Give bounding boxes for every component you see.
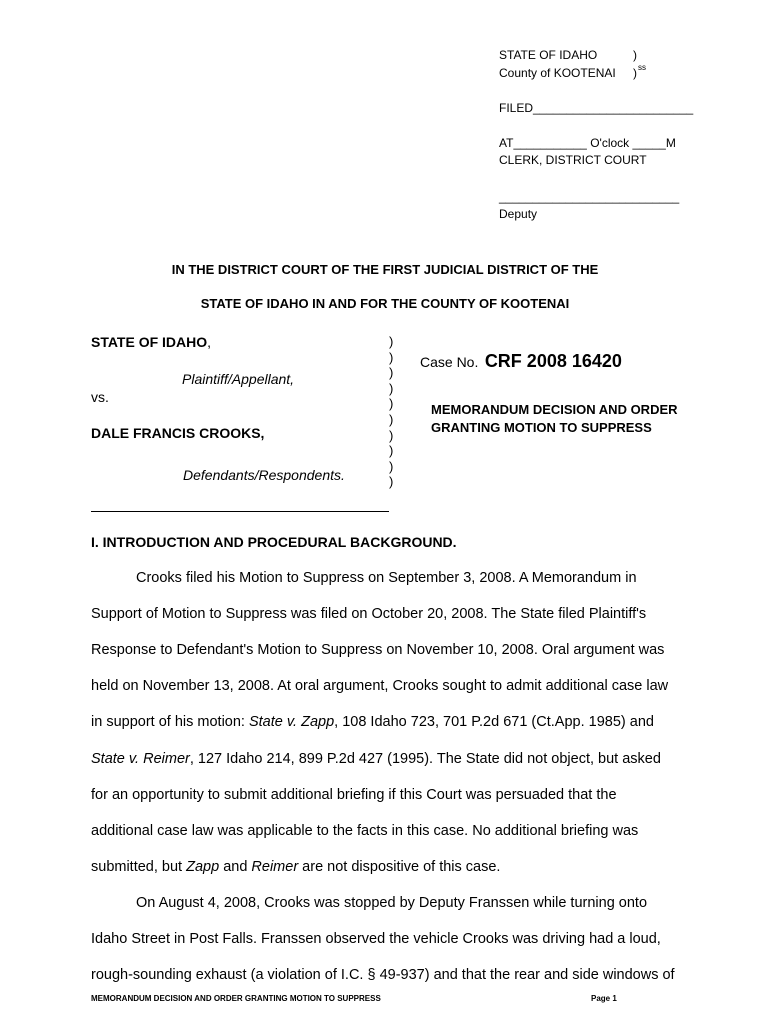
filing-deputy: Deputy (499, 207, 538, 221)
court-heading-line1: IN THE DISTRICT COURT OF THE FIRST JUDICIAL DISTRICT OF THE (171, 262, 599, 277)
footer-title: MEMORANDUM DECISION AND ORDER GRANTING MOTION TO SUPPRESS (91, 994, 381, 1003)
text-run: , 108 Idaho 723, 701 P.2d 671 (Ct.App. 1985) and (334, 714, 654, 730)
text-run: are not dispositive of this case. (298, 859, 501, 875)
footer-page-number: Page 1 (591, 994, 617, 1003)
body-line: additional case law was applicable to the facts in this case. No additional briefing was (91, 823, 639, 839)
caption-defendant: DALE FRANCIS CROOKS, (91, 425, 265, 441)
caption-parens: ) ) ) ) ) ) ) ) ) ) (389, 334, 394, 490)
filing-deputy-line: ___________________________ (499, 190, 680, 204)
filing-state: STATE OF IDAHO (499, 48, 598, 62)
body-line: Response to Defendant's Motion to Suppress on November 10, 2008. Oral argument was (91, 642, 665, 658)
caption-defendant-role: Defendants/Respondents. (183, 467, 345, 483)
section-heading: I. INTRODUCTION AND PROCEDURAL BACKGROUND. (91, 534, 457, 550)
body-line: held on November 13, 2008. At oral argument, Crooks sought to admit additional case law (91, 678, 669, 694)
body-line: Crooks filed his Motion to Suppress on September 3, 2008. A Memorandum in (136, 570, 637, 586)
filing-county: County of KOOTENAI (499, 66, 616, 80)
filing-clerk: CLERK, DISTRICT COURT (499, 153, 647, 167)
filing-filed: FILED________________________ (499, 101, 694, 115)
case-citation: Zapp (186, 859, 220, 875)
text-run: and (219, 859, 252, 875)
case-citation: State v. Zapp (248, 714, 335, 730)
caption-vs: vs. (91, 389, 109, 405)
caption-plaintiff-comma: , (207, 334, 212, 350)
text-run: in support of his motion: (91, 714, 249, 730)
filing-county-paren: ) (633, 66, 637, 80)
body-line: for an opportunity to submit additional briefing if this Court was persuaded that the (91, 787, 617, 803)
body-line: Idaho Street in Post Falls. Franssen observed the vehicle Crooks was driving had a loud, (91, 931, 661, 947)
body-line (91, 859, 500, 875)
body-line (91, 714, 654, 730)
caption-underline (91, 511, 389, 512)
caption-plaintiff-line (91, 334, 211, 350)
case-number-label: Case No. (420, 354, 479, 370)
body-line: On August 4, 2008, Crooks was stopped by Deputy Franssen while turning onto (136, 895, 648, 911)
body-line: rough-sounding exhaust (a violation of I.C. § 49-937) and that the rear and side windows of (91, 967, 675, 983)
court-heading-line2: STATE OF IDAHO IN AND FOR THE COUNTY OF KOOTENAI (200, 296, 570, 311)
filing-at-oclock: AT___________ O'clock _____M (499, 136, 676, 150)
case-number: CRF 2008 16420 (484, 351, 622, 371)
caption-plaintiff-role: Plaintiff/Appellant, (182, 371, 295, 387)
filing-ss: ss (638, 63, 646, 72)
body-line (91, 751, 661, 767)
text-run: submitted, but (91, 859, 187, 875)
text-run: , 127 Idaho 214, 899 P.2d 427 (1995). The State did not object, but asked (189, 751, 661, 767)
caption-plaintiff: STATE OF IDAHO (91, 334, 208, 350)
case-number-line (420, 351, 622, 372)
case-citation: State v. Reimer (91, 751, 190, 767)
case-citation: Reimer (251, 859, 299, 875)
body-line: Support of Motion to Suppress was filed on October 20, 2008. The State filed Plaintiff's (91, 606, 647, 622)
document-title: MEMORANDUM DECISION AND ORDER GRANTING MOTION TO SUPPRESS (431, 402, 678, 435)
filing-state-paren: ) (633, 48, 637, 62)
